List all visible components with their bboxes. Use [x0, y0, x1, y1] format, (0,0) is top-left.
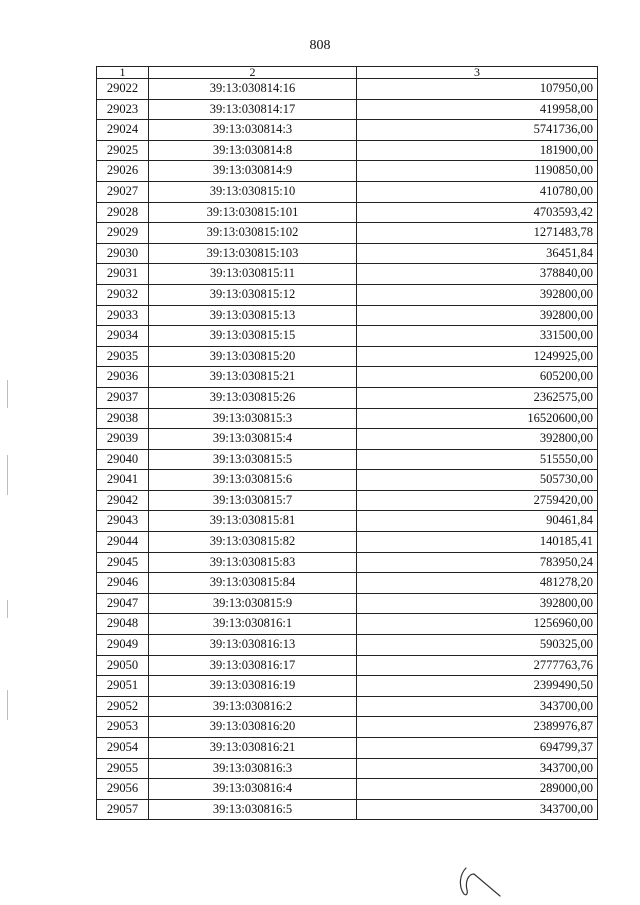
cadastral-number-cell: 39:13:030814:8 — [149, 140, 357, 161]
table-row — [97, 120, 598, 141]
row-number-cell: 29051 — [97, 676, 149, 697]
row-number-cell: 29049 — [97, 635, 149, 656]
cadastral-value-cell: 419958,00 — [357, 99, 598, 120]
cadastral-value-cell: 2362575,00 — [357, 387, 598, 408]
row-number-cell: 29054 — [97, 738, 149, 759]
cadastral-number-cell: 39:13:030816:17 — [149, 655, 357, 676]
row-number-cell: 29038 — [97, 408, 149, 429]
row-number-cell: 29037 — [97, 387, 149, 408]
cadastral-value-cell: 90461,84 — [357, 511, 598, 532]
table-header-row — [97, 67, 598, 79]
table-row — [97, 532, 598, 553]
cadastral-number-cell: 39:13:030814:16 — [149, 79, 357, 100]
cadastral-value-cell: 2389976,87 — [357, 717, 598, 738]
cadastral-value-table — [96, 66, 598, 820]
cadastral-value-cell: 16520600,00 — [357, 408, 598, 429]
cadastral-number-cell: 39:13:030816:4 — [149, 779, 357, 800]
row-number-cell: 29027 — [97, 181, 149, 202]
cadastral-number-cell: 39:13:030815:12 — [149, 284, 357, 305]
cadastral-number-cell: 39:13:030815:102 — [149, 223, 357, 244]
row-number-cell: 29026 — [97, 161, 149, 182]
table-row — [97, 140, 598, 161]
row-number-cell: 29047 — [97, 593, 149, 614]
cadastral-number-cell: 39:13:030815:15 — [149, 326, 357, 347]
row-number-cell: 29034 — [97, 326, 149, 347]
table-row — [97, 779, 598, 800]
cadastral-value-cell: 410780,00 — [357, 181, 598, 202]
cadastral-number-cell: 39:13:030815:81 — [149, 511, 357, 532]
cadastral-number-cell: 39:13:030815:26 — [149, 387, 357, 408]
cadastral-number-cell: 39:13:030816:19 — [149, 676, 357, 697]
cadastral-value-cell: 181900,00 — [357, 140, 598, 161]
cadastral-value-cell: 289000,00 — [357, 779, 598, 800]
table-row — [97, 655, 598, 676]
cadastral-number-cell: 39:13:030816:20 — [149, 717, 357, 738]
cadastral-value-cell: 343700,00 — [357, 799, 598, 820]
table-row — [97, 305, 598, 326]
cadastral-number-cell: 39:13:030816:13 — [149, 635, 357, 656]
cadastral-value-cell: 605200,00 — [357, 367, 598, 388]
table-row — [97, 99, 598, 120]
table-row — [97, 387, 598, 408]
table-row — [97, 635, 598, 656]
cadastral-number-cell: 39:13:030816:5 — [149, 799, 357, 820]
cadastral-number-cell: 39:13:030815:9 — [149, 593, 357, 614]
cadastral-number-cell: 39:13:030816:2 — [149, 696, 357, 717]
table-row — [97, 511, 598, 532]
table-row — [97, 408, 598, 429]
row-number-cell: 29032 — [97, 284, 149, 305]
scan-margin-mark — [7, 690, 8, 720]
cadastral-value-cell: 392800,00 — [357, 284, 598, 305]
cadastral-number-cell: 39:13:030815:10 — [149, 181, 357, 202]
table-row — [97, 696, 598, 717]
column-header-1: 1 — [97, 67, 149, 79]
row-number-cell: 29052 — [97, 696, 149, 717]
cadastral-number-cell: 39:13:030816:1 — [149, 614, 357, 635]
cadastral-value-cell: 2777763,76 — [357, 655, 598, 676]
cadastral-number-cell: 39:13:030814:17 — [149, 99, 357, 120]
table-row — [97, 449, 598, 470]
cadastral-number-cell: 39:13:030815:3 — [149, 408, 357, 429]
cadastral-value-cell: 392800,00 — [357, 305, 598, 326]
table-row — [97, 284, 598, 305]
table-row — [97, 758, 598, 779]
cadastral-number-cell: 39:13:030816:21 — [149, 738, 357, 759]
table-row — [97, 346, 598, 367]
cadastral-number-cell: 39:13:030815:21 — [149, 367, 357, 388]
cadastral-value-cell: 343700,00 — [357, 758, 598, 779]
row-number-cell: 29022 — [97, 79, 149, 100]
cadastral-value-cell: 590325,00 — [357, 635, 598, 656]
table-row — [97, 243, 598, 264]
row-number-cell: 29031 — [97, 264, 149, 285]
column-header-2: 2 — [149, 67, 357, 79]
row-number-cell: 29033 — [97, 305, 149, 326]
scan-margin-mark — [7, 600, 8, 618]
table-row — [97, 367, 598, 388]
row-number-cell: 29030 — [97, 243, 149, 264]
row-number-cell: 29041 — [97, 470, 149, 491]
cadastral-value-cell: 36451,84 — [357, 243, 598, 264]
table-row — [97, 202, 598, 223]
row-number-cell: 29035 — [97, 346, 149, 367]
table-row — [97, 593, 598, 614]
cadastral-value-cell: 1256960,00 — [357, 614, 598, 635]
cadastral-number-cell: 39:13:030815:20 — [149, 346, 357, 367]
table-row — [97, 181, 598, 202]
cadastral-number-cell: 39:13:030815:103 — [149, 243, 357, 264]
cadastral-value-cell: 5741736,00 — [357, 120, 598, 141]
table-row — [97, 799, 598, 820]
row-number-cell: 29024 — [97, 120, 149, 141]
row-number-cell: 29029 — [97, 223, 149, 244]
row-number-cell: 29056 — [97, 779, 149, 800]
table-row — [97, 490, 598, 511]
row-number-cell: 29043 — [97, 511, 149, 532]
table-body — [97, 79, 598, 820]
cadastral-value-cell: 107950,00 — [357, 79, 598, 100]
row-number-cell: 29028 — [97, 202, 149, 223]
page-number: 808 — [309, 38, 331, 53]
cadastral-number-cell: 39:13:030815:4 — [149, 429, 357, 450]
table-row — [97, 717, 598, 738]
cadastral-number-cell: 39:13:030815:83 — [149, 552, 357, 573]
row-number-cell: 29057 — [97, 799, 149, 820]
cadastral-number-cell: 39:13:030816:3 — [149, 758, 357, 779]
cadastral-value-cell: 783950,24 — [357, 552, 598, 573]
table-row — [97, 738, 598, 759]
table-row — [97, 161, 598, 182]
cadastral-value-cell: 1249925,00 — [357, 346, 598, 367]
table-row — [97, 552, 598, 573]
cadastral-number-cell: 39:13:030815:11 — [149, 264, 357, 285]
cadastral-value-cell: 481278,20 — [357, 573, 598, 594]
cadastral-value-cell: 378840,00 — [357, 264, 598, 285]
cadastral-number-cell: 39:13:030815:82 — [149, 532, 357, 553]
row-number-cell: 29044 — [97, 532, 149, 553]
cadastral-value-cell: 1271483,78 — [357, 223, 598, 244]
cadastral-number-cell: 39:13:030815:5 — [149, 449, 357, 470]
column-header-3: 3 — [357, 67, 598, 79]
cadastral-number-cell: 39:13:030815:7 — [149, 490, 357, 511]
table-row — [97, 470, 598, 491]
cadastral-value-cell: 4703593,42 — [357, 202, 598, 223]
cadastral-value-cell: 1190850,00 — [357, 161, 598, 182]
handwritten-mark — [452, 856, 502, 898]
cadastral-value-cell: 392800,00 — [357, 593, 598, 614]
table-row — [97, 573, 598, 594]
table-row — [97, 614, 598, 635]
row-number-cell: 29025 — [97, 140, 149, 161]
cadastral-number-cell: 39:13:030814:9 — [149, 161, 357, 182]
scan-margin-mark — [7, 455, 8, 495]
table-row — [97, 223, 598, 244]
row-number-cell: 29039 — [97, 429, 149, 450]
row-number-cell: 29050 — [97, 655, 149, 676]
row-number-cell: 29048 — [97, 614, 149, 635]
cadastral-value-cell: 343700,00 — [357, 696, 598, 717]
cadastral-value-cell: 694799,37 — [357, 738, 598, 759]
row-number-cell: 29023 — [97, 99, 149, 120]
cadastral-number-cell: 39:13:030815:13 — [149, 305, 357, 326]
row-number-cell: 29053 — [97, 717, 149, 738]
row-number-cell: 29036 — [97, 367, 149, 388]
cadastral-value-cell: 515550,00 — [357, 449, 598, 470]
cadastral-value-cell: 140185,41 — [357, 532, 598, 553]
cadastral-number-cell: 39:13:030815:101 — [149, 202, 357, 223]
row-number-cell: 29046 — [97, 573, 149, 594]
row-number-cell: 29040 — [97, 449, 149, 470]
cadastral-value-cell: 392800,00 — [357, 429, 598, 450]
row-number-cell: 29055 — [97, 758, 149, 779]
row-number-cell: 29045 — [97, 552, 149, 573]
cadastral-number-cell: 39:13:030815:84 — [149, 573, 357, 594]
table-row — [97, 326, 598, 347]
cadastral-value-cell: 2399490,50 — [357, 676, 598, 697]
cadastral-value-cell: 505730,00 — [357, 470, 598, 491]
cadastral-value-cell: 2759420,00 — [357, 490, 598, 511]
cadastral-number-cell: 39:13:030815:6 — [149, 470, 357, 491]
table-row — [97, 676, 598, 697]
row-number-cell: 29042 — [97, 490, 149, 511]
table-row — [97, 429, 598, 450]
cadastral-number-cell: 39:13:030814:3 — [149, 120, 357, 141]
scan-margin-mark — [7, 380, 8, 408]
table-row — [97, 79, 598, 100]
cadastral-value-cell: 331500,00 — [357, 326, 598, 347]
table-row — [97, 264, 598, 285]
